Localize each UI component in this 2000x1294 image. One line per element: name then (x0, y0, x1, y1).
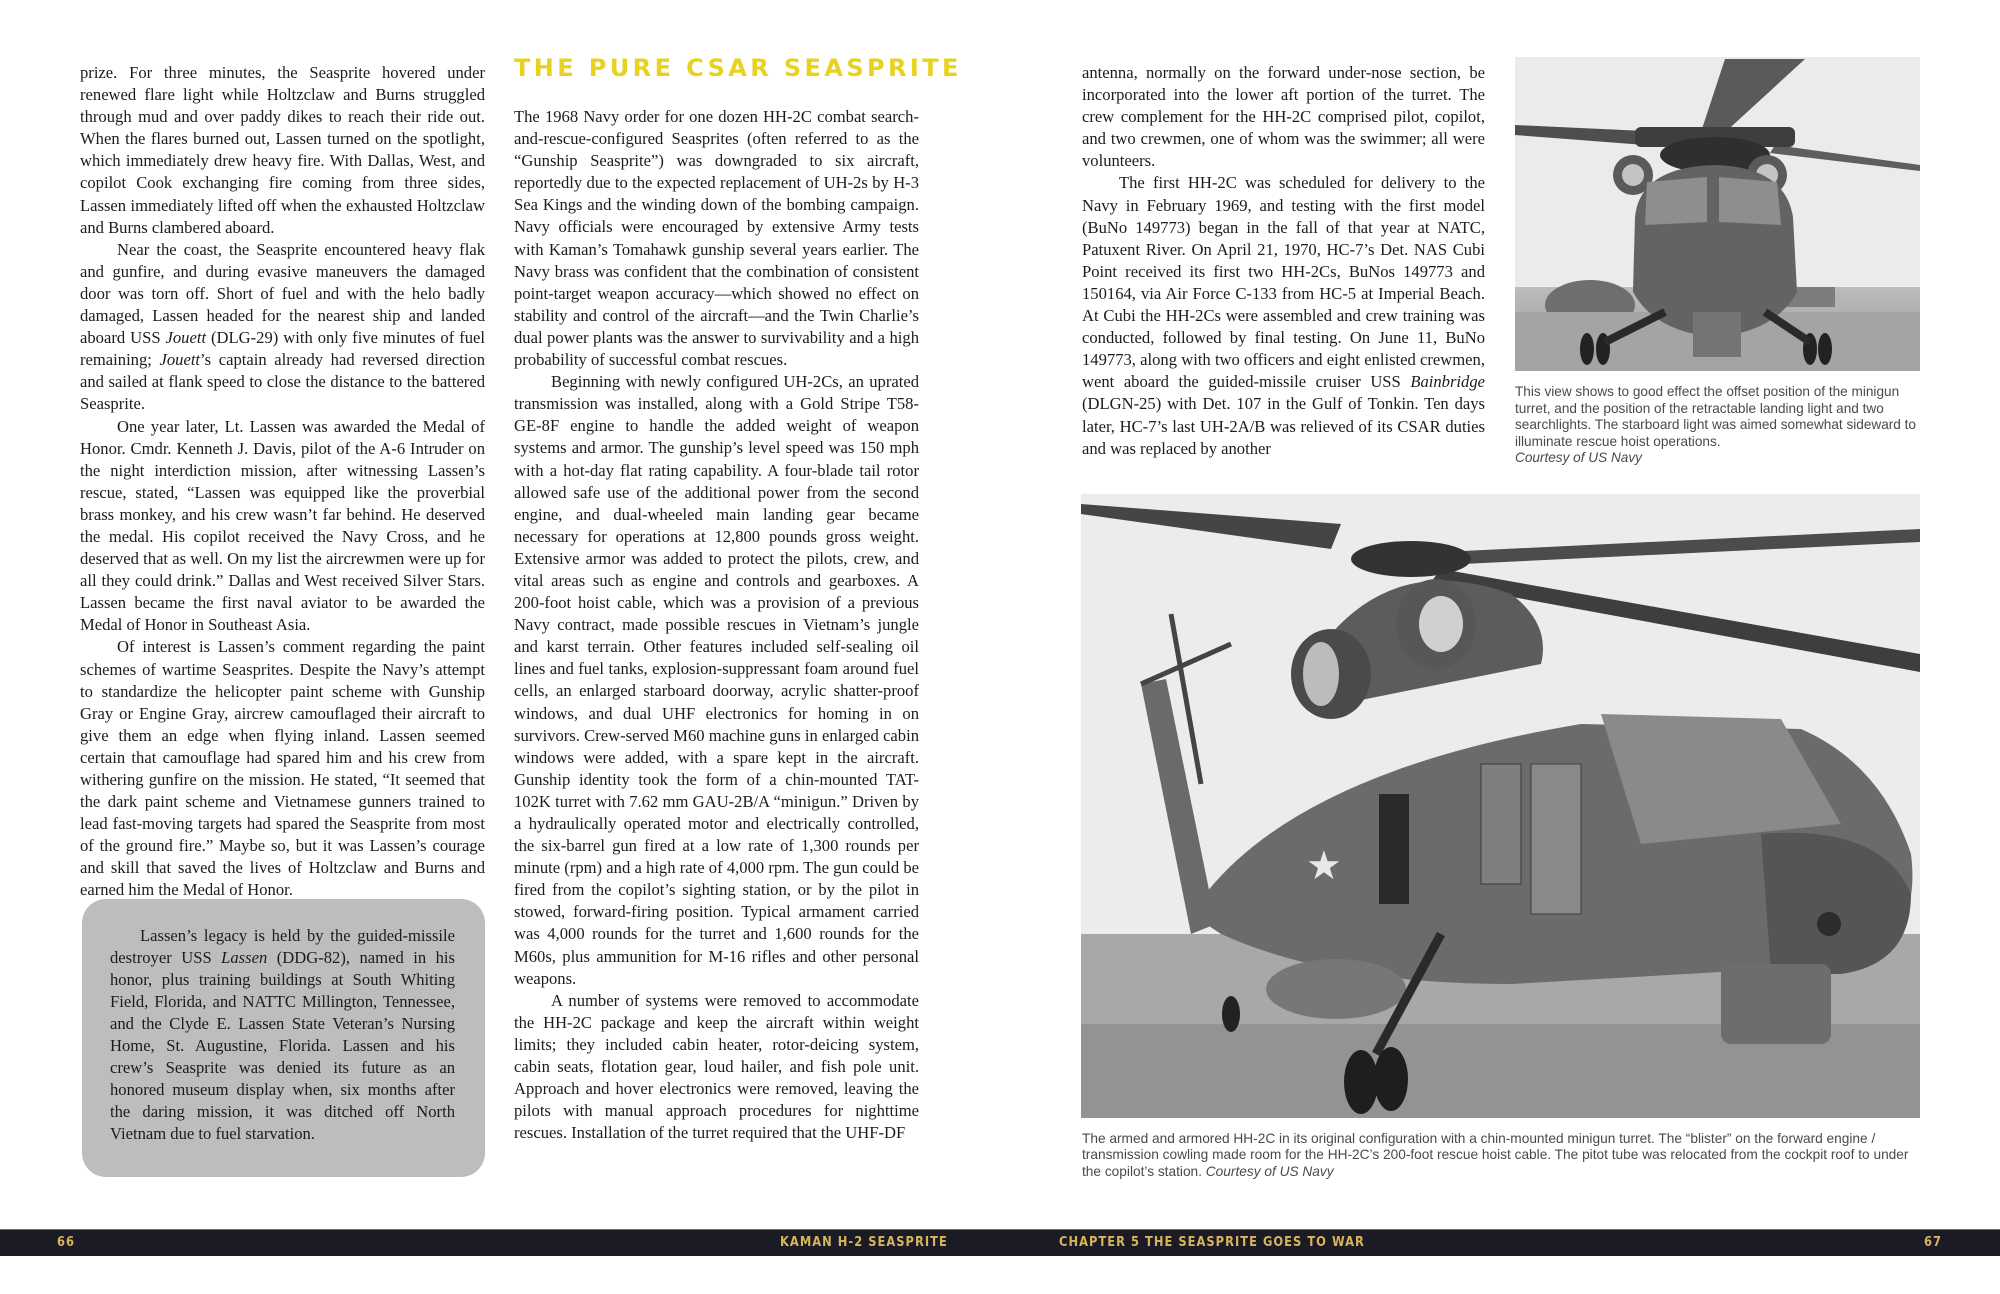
paragraph: The 1968 Navy order for one dozen HH-2C combat search-and-rescue-configured Seasprites (often referred to as the “Gunship Seasprite”) was downgraded to six aircraft, reportedly due to the expected replacement of UH-2s by H-3 Sea Kings and the winding down of the bombing campaign. Navy officials were encouraged by extensive Army tests with Kaman’s Tomahawk gunship several years earlier. The Navy brass was confident that the combination of consistent point-target weapon accuracy—which showed no effect on stability and control of the aircraft—and the Twin Charlie’s dual power plants was the answer to survivability and a high probability of successful combat rescues. (514, 107, 919, 370)
text: (DLG-29) with only five minutes of fuel remaining; (80, 328, 486, 370)
ship-name: Jouett (159, 350, 201, 370)
paragraph: One year later, Lt. Lassen was awarded the Medal of Honor. Cmdr. Kenneth J. Davis, pilot of the A-6 Intruder on the night interdiction mission, after witnessing Lassen’s rescue, stated, “Lassen was equipped like the proverbial brass monkey, and his crew wasn’t far behind. He deserved the medal. His copilot received the Navy Cross, and he deserved that as well. On my list the aircrewmen were up for all they could drink.” Dallas and West received Silver Stars. Lassen became the first naval aviator to be awarded the Medal of Honor in Southeast Asia. (80, 416, 485, 635)
photo-credit: Courtesy of US Navy (1205, 1163, 1334, 1179)
section-title: THE PURE CSAR SEASPRITE (514, 54, 962, 82)
sidebar-box (82, 899, 485, 1177)
text: ’s captain already had reversed direction and sailed at flank speed to close the distance to the battered Seasprite. (80, 350, 485, 414)
photo-helicopter-front (1515, 57, 1920, 371)
right-column (1082, 62, 1485, 460)
paragraph: antenna, normally on the forward under-nose section, be incorporated into the lower aft portion of the turret. The crew complement for the HH-2C comprised pilot, copilot, and two crewmen, one of whom was the swimmer; all were volunteers. (1082, 63, 1485, 171)
sidebar-text (110, 925, 455, 1145)
text: (DDG-82), named in his honor, plus training buildings at South Whiting Field, Florida, and NATTC Millington, Tennessee, and the Clyde E. Lassen State Veteran’s Nursing Home, St. Augustine, Florida. Lassen and his crew’s Seasprite was denied its future as an honored museum display when, six months after the daring mission, it was ditched off North Vietnam due to fuel starvation. (110, 948, 455, 1143)
helicopter-side-illustration (1081, 494, 1920, 1118)
photo-credit: Courtesy of US Navy (1515, 450, 1642, 465)
ship-name: Jouett (165, 328, 207, 348)
text: (DLGN-25) with Det. 107 in the Gulf of Tonkin. Ten days later, HC-7’s last UH-2A/B was relieved of its CSAR duties and was replaced by another (1082, 394, 1485, 458)
ship-name: Bainbridge (1410, 372, 1485, 392)
page-number-right: 67 (1924, 1234, 1943, 1250)
text: Lassen’s legacy is held by the guided-missile destroyer USS (110, 926, 455, 967)
paragraph (80, 239, 485, 416)
left-column-2 (514, 106, 919, 1144)
paragraph: Of interest is Lassen’s comment regarding the paint schemes of wartime Seasprites. Despite the Navy’s attempt to standardize the helicopter paint scheme with Gunship Gray or Engine Gray, aircrew camouflaged their aircraft to give them an edge when flying inland. Lassen seemed certain that camouflage had spared him and his crew from withering gunfire on the mission. He stated, “It seemed that the dark paint scheme and Vietnamese gunners trained to lead fast-moving targets had spared the Seasprite from most of the ground fire.” Maybe so, but it was Lassen’s courage and skill that saved the lives of Holtzclaw and Burns and earned him the Medal of Honor. (80, 637, 485, 900)
running-head-chapter: CHAPTER 5 THE SEASPRITE GOES TO WAR (1059, 1234, 1365, 1250)
paragraph (1082, 172, 1485, 459)
page-number-left: 66 (57, 1234, 76, 1250)
national-insignia-star: ★ (1306, 843, 1342, 889)
text: Near the coast, the Seasprite encountered heavy flak and gunfire, and during evasive maneuvers the damaged door was torn off. Short of fuel and with the helo badly damaged, Lassen headed for the nearest ship and landed aboard USS (80, 239, 485, 348)
caption-text: The armed and armored HH-2C in its original configuration with a chin-mounted minigun turret. The “blister” on the forward engine / transmission cowling made room for the HH-2C’s 200-foot rescue hoist cable. The pitot tube was relocated from the cockpit roof to under the copilot’s station. (1082, 1131, 1909, 1179)
text: The first HH-2C was scheduled for delivery to the Navy in February 1969, and testing with the first model (BuNo 149773) began in the fall of that year at NATC, Patuxent River. On April 21, 1970, HC-7’s Det. NAS Cubi Point received its first two HH-2Cs, BuNos 149773 and 150164, via Air Force C-133 from HC-5 at Imperial Beach. At Cubi the HH-2Cs were assembled and crew training was conducted, followed by final testing. On June 11, BuNo 149773, along with two officers and eight enlisted crewmen, went aboard the guided-missile cruiser USS (1082, 173, 1485, 392)
caption-text: This view shows to good effect the offset position of the minigun turret, and the position of the retractable landing light and two searchlights. The starboard light was aimed somewhat sideward to illuminate rescue hoist operations. (1515, 384, 1916, 449)
photo-caption-main (1082, 1131, 1922, 1180)
left-column-1 (80, 62, 485, 902)
paragraph: A number of systems were removed to accommodate the HH-2C package and keep the aircraft within weight limits; they included cabin heater, rotor-deicing system, cabin seats, flotation gear, loud hailer, and fish pole unit. Approach and hover electronics were removed, leaving the pilots with manual approach procedures for nighttime rescues. Installation of the turret required that the UHF-DF (514, 990, 919, 1143)
ship-name: Lassen (221, 948, 268, 967)
paragraph: prize. For three minutes, the Seasprite hovered under renewed flare light while Holtzclaw and Burns struggled through mud and over paddy dikes to reach their ride out. When the flares burned out, Lassen turned on the spotlight, which immediately drew heavy fire. With Dallas, West, and copilot Cook exchanging fire coming from three sides, Lassen immediately lifted off when the exhausted Holtzclaw and Burns clambered aboard. (80, 63, 485, 237)
photo-helicopter-side (1081, 494, 1920, 1118)
paragraph: Beginning with newly configured UH-2Cs, an uprated transmission was installed, along with a Gold Stripe T58-GE-8F engine to handle the added weight of weapon systems and armor. The gunship’s level speed was 150 mph with a hot-day flat rating capability. A four-blade tail rotor allowed safe use of the additional power from the second engine, and dual-wheeled main landing gear became necessary for operations at 12,800 pounds gross weight. Extensive armor was added to protect the pilots, crew, and vital areas such as engine and controls and gearboxes. A 200-foot hoist cable, which was a provision of a previous Navy contract, made possible rescues in Vietnam’s jungle and karst terrain. Other features included self-sealing oil lines and fuel tanks, explosion-suppressant foam around fuel cells, an enlarged starboard doorway, acrylic shatter-proof windows, and dual UHF electronics for homing in on survivors. Crew-served M60 machine guns in enlarged cabin windows were added, with a spare kept in the aircraft. Gunship identity took the form of a chin-mounted TAT-102K turret with 7.62 mm GAU-2B/A “minigun.” Driven by a hydraulically operated motor and electrically controlled, the six-barrel gun fired at a low rate of 1,300 rounds per minute (rpm) and a high rate of 4,000 rpm. The gun could be fired from the copilot’s sighting station, or by the pilot in stowed, forward-firing position. Typical armament carried was 4,000 rounds for the turret and 1,600 rounds for the M60s, plus ammunition for M-16 rifles and other personal weapons. (514, 372, 919, 988)
running-head-book-title: KAMAN H-2 SEASPRITE (780, 1234, 948, 1250)
photo-caption-top (1515, 384, 1925, 467)
helicopter-front-illustration (1515, 57, 1920, 371)
footer-bar (0, 1229, 2000, 1256)
sidebar-paragraph (110, 925, 455, 1145)
